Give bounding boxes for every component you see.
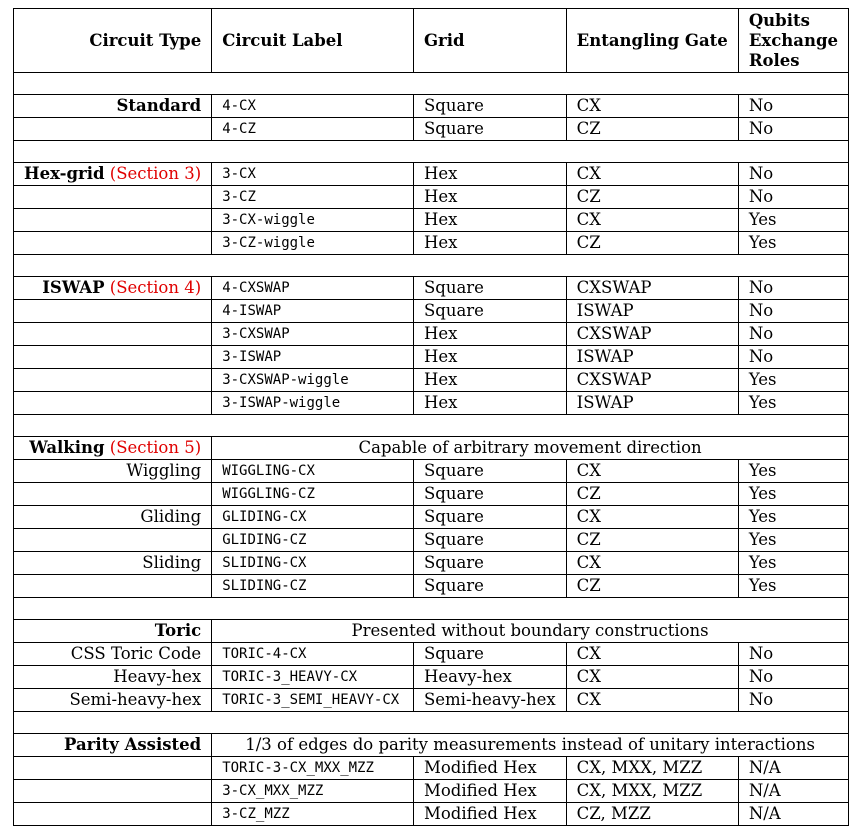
grid-cell: Modified Hex (413, 803, 566, 826)
circuit-type-cell (14, 529, 212, 552)
entangling-gate-cell: CX (566, 95, 738, 118)
entangling-gate-cell: CXSWAP (566, 369, 738, 392)
exchange-roles-cell: No (738, 666, 848, 689)
section-note: Capable of arbitrary movement direction (212, 437, 849, 460)
grid-cell: Square (413, 506, 566, 529)
circuit-type-cell (14, 483, 212, 506)
table-row (14, 392, 849, 415)
gap-cell (14, 415, 849, 437)
circuit-type-cell (14, 757, 212, 780)
table-row (14, 277, 849, 300)
section-title: Parity Assisted (64, 735, 202, 754)
circuit-type-cell (14, 575, 212, 598)
section-ref-link[interactable]: (Section 4) (109, 278, 202, 297)
table-row (14, 529, 849, 552)
table-row (14, 300, 849, 323)
section-gap (14, 598, 849, 620)
table-row (14, 666, 849, 689)
circuit-label-cell: TORIC-3-CX_MXX_MZZ (212, 757, 414, 780)
section-title: ISWAP (42, 278, 105, 297)
entangling-gate-cell: CX, MXX, MZZ (566, 757, 738, 780)
circuit-label-cell: SLIDING-CX (212, 552, 414, 575)
exchange-roles-cell: Yes (738, 369, 848, 392)
circuit-label-cell: 4-CZ (212, 118, 414, 141)
grid-cell: Hex (413, 209, 566, 232)
entangling-gate-cell: CX (566, 666, 738, 689)
header-circuit-type: Circuit Type (14, 9, 212, 73)
circuit-label-cell: WIGGLING-CX (212, 460, 414, 483)
table-row (14, 186, 849, 209)
circuit-type-cell: CSS Toric Code (14, 643, 212, 666)
gap-cell (14, 73, 849, 95)
grid-cell: Hex (413, 186, 566, 209)
section-title: Standard (116, 96, 202, 115)
grid-cell: Semi-heavy-hex (413, 689, 566, 712)
circuit-label-cell: GLIDING-CZ (212, 529, 414, 552)
exchange-roles-cell: No (738, 118, 848, 141)
table-row (14, 483, 849, 506)
section-header-row (14, 620, 849, 643)
grid-cell: Hex (413, 323, 566, 346)
circuit-type-cell (14, 186, 212, 209)
exchange-roles-cell: Yes (738, 552, 848, 575)
table-row (14, 163, 849, 186)
circuit-type-cell: Heavy-hex (14, 666, 212, 689)
circuit-label-cell: 4-ISWAP (212, 300, 414, 323)
entangling-gate-cell: CX (566, 689, 738, 712)
entangling-gate-cell: CZ, MZZ (566, 803, 738, 826)
table-row (14, 209, 849, 232)
section-header-row (14, 437, 849, 460)
exchange-roles-cell: No (738, 186, 848, 209)
exchange-roles-cell: Yes (738, 506, 848, 529)
grid-cell: Hex (413, 163, 566, 186)
exchange-roles-cell: Yes (738, 232, 848, 255)
entangling-gate-cell: ISWAP (566, 346, 738, 369)
grid-cell: Square (413, 552, 566, 575)
gap-cell (14, 141, 849, 163)
circuit-label-cell: 4-CXSWAP (212, 277, 414, 300)
header-row (14, 9, 849, 73)
circuit-type-cell (14, 300, 212, 323)
circuit-label-cell: GLIDING-CX (212, 506, 414, 529)
gap-cell (14, 255, 849, 277)
circuit-label-cell: 3-ISWAP-wiggle (212, 392, 414, 415)
entangling-gate-cell: CZ (566, 529, 738, 552)
section-title-cell (14, 95, 212, 118)
section-title: Walking (29, 438, 105, 457)
section-ref-link[interactable]: (Section 3) (109, 164, 202, 183)
section-title-cell (14, 620, 212, 643)
circuit-type-cell (14, 118, 212, 141)
section-note: Presented without boundary constructions (212, 620, 849, 643)
exchange-roles-cell: No (738, 323, 848, 346)
circuit-label-cell: 3-ISWAP (212, 346, 414, 369)
circuit-label-cell: 3-CXSWAP-wiggle (212, 369, 414, 392)
grid-cell: Square (413, 529, 566, 552)
exchange-roles-cell: No (738, 689, 848, 712)
header-circuit-label: Circuit Label (212, 9, 414, 73)
circuit-type-cell: Sliding (14, 552, 212, 575)
circuit-type-cell (14, 232, 212, 255)
entangling-gate-cell: CZ (566, 232, 738, 255)
grid-cell: Square (413, 643, 566, 666)
circuit-type-cell: Semi-heavy-hex (14, 689, 212, 712)
grid-cell: Square (413, 277, 566, 300)
entangling-gate-cell: CXSWAP (566, 277, 738, 300)
table-row (14, 346, 849, 369)
table-row (14, 323, 849, 346)
entangling-gate-cell: CX (566, 552, 738, 575)
section-gap (14, 73, 849, 95)
grid-cell: Square (413, 575, 566, 598)
section-gap (14, 415, 849, 437)
circuit-type-cell (14, 803, 212, 826)
section-note: 1/3 of edges do parity measurements instead of unitary interactions (212, 734, 849, 757)
section-title-cell (14, 163, 212, 186)
grid-cell: Hex (413, 369, 566, 392)
entangling-gate-cell: CX (566, 163, 738, 186)
header-qubits-exchange-roles: Qubits Exchange Roles (738, 9, 848, 73)
grid-cell: Hex (413, 346, 566, 369)
entangling-gate-cell: CZ (566, 575, 738, 598)
table-row (14, 369, 849, 392)
exchange-roles-cell: Yes (738, 575, 848, 598)
entangling-gate-cell: CX (566, 643, 738, 666)
circuit-label-cell: TORIC-4-CX (212, 643, 414, 666)
section-title-cell (14, 437, 212, 460)
table-row (14, 552, 849, 575)
exchange-roles-cell: Yes (738, 483, 848, 506)
circuit-type-cell (14, 392, 212, 415)
circuit-type-cell (14, 323, 212, 346)
exchange-roles-cell: Yes (738, 460, 848, 483)
circuit-label-cell: 3-CZ (212, 186, 414, 209)
exchange-roles-cell: No (738, 277, 848, 300)
exchange-roles-cell: N/A (738, 757, 848, 780)
exchange-roles-cell: N/A (738, 780, 848, 803)
exchange-roles-cell: Yes (738, 209, 848, 232)
circuit-label-cell: 3-CXSWAP (212, 323, 414, 346)
grid-cell: Square (413, 300, 566, 323)
section-title-cell (14, 734, 212, 757)
gap-cell (14, 598, 849, 620)
grid-cell: Square (413, 95, 566, 118)
circuit-label-cell: TORIC-3_HEAVY-CX (212, 666, 414, 689)
grid-cell: Modified Hex (413, 780, 566, 803)
entangling-gate-cell: CX, MXX, MZZ (566, 780, 738, 803)
section-gap (14, 255, 849, 277)
table-row (14, 460, 849, 483)
section-title-cell (14, 277, 212, 300)
exchange-roles-cell: No (738, 346, 848, 369)
entangling-gate-cell: CX (566, 460, 738, 483)
table-row (14, 95, 849, 118)
grid-cell: Hex (413, 392, 566, 415)
circuit-type-cell (14, 209, 212, 232)
entangling-gate-cell: ISWAP (566, 392, 738, 415)
table-row (14, 643, 849, 666)
gap-cell (14, 712, 849, 734)
exchange-roles-cell: No (738, 643, 848, 666)
section-title: Toric (154, 621, 202, 640)
grid-cell: Square (413, 118, 566, 141)
entangling-gate-cell: ISWAP (566, 300, 738, 323)
grid-cell: Hex (413, 232, 566, 255)
exchange-roles-cell: No (738, 300, 848, 323)
table-row (14, 780, 849, 803)
grid-cell: Square (413, 483, 566, 506)
circuit-label-cell: WIGGLING-CZ (212, 483, 414, 506)
entangling-gate-cell: CZ (566, 483, 738, 506)
circuit-label-cell: 3-CX (212, 163, 414, 186)
grid-cell: Square (413, 460, 566, 483)
entangling-gate-cell: CX (566, 506, 738, 529)
table-row (14, 506, 849, 529)
circuit-type-cell (14, 346, 212, 369)
section-gap (14, 712, 849, 734)
circuit-table (13, 8, 849, 826)
exchange-roles-cell: Yes (738, 392, 848, 415)
grid-cell: Heavy-hex (413, 666, 566, 689)
table-row (14, 118, 849, 141)
entangling-gate-cell: CZ (566, 186, 738, 209)
section-gap (14, 141, 849, 163)
table-row (14, 803, 849, 826)
table-row (14, 232, 849, 255)
section-title: Hex-grid (24, 164, 105, 183)
section-header-row (14, 734, 849, 757)
circuit-label-cell: 3-CX-wiggle (212, 209, 414, 232)
table-row (14, 575, 849, 598)
circuit-type-cell (14, 780, 212, 803)
table-row (14, 689, 849, 712)
circuit-type-cell: Wiggling (14, 460, 212, 483)
grid-cell: Modified Hex (413, 757, 566, 780)
circuit-type-cell: Gliding (14, 506, 212, 529)
entangling-gate-cell: CZ (566, 118, 738, 141)
exchange-roles-cell: No (738, 95, 848, 118)
exchange-roles-cell: No (738, 163, 848, 186)
header-grid: Grid (413, 9, 566, 73)
exchange-roles-cell: Yes (738, 529, 848, 552)
circuit-label-cell: 3-CZ_MZZ (212, 803, 414, 826)
circuit-label-cell: 3-CZ-wiggle (212, 232, 414, 255)
header-entangling-gate: Entangling Gate (566, 9, 738, 73)
section-ref-link[interactable]: (Section 5) (109, 438, 202, 457)
exchange-roles-cell: N/A (738, 803, 848, 826)
circuit-label-cell: TORIC-3_SEMI_HEAVY-CX (212, 689, 414, 712)
circuit-label-cell: 3-CX_MXX_MZZ (212, 780, 414, 803)
table-row (14, 757, 849, 780)
circuit-label-cell: 4-CX (212, 95, 414, 118)
entangling-gate-cell: CX (566, 209, 738, 232)
circuit-type-cell (14, 369, 212, 392)
circuit-label-cell: SLIDING-CZ (212, 575, 414, 598)
entangling-gate-cell: CXSWAP (566, 323, 738, 346)
